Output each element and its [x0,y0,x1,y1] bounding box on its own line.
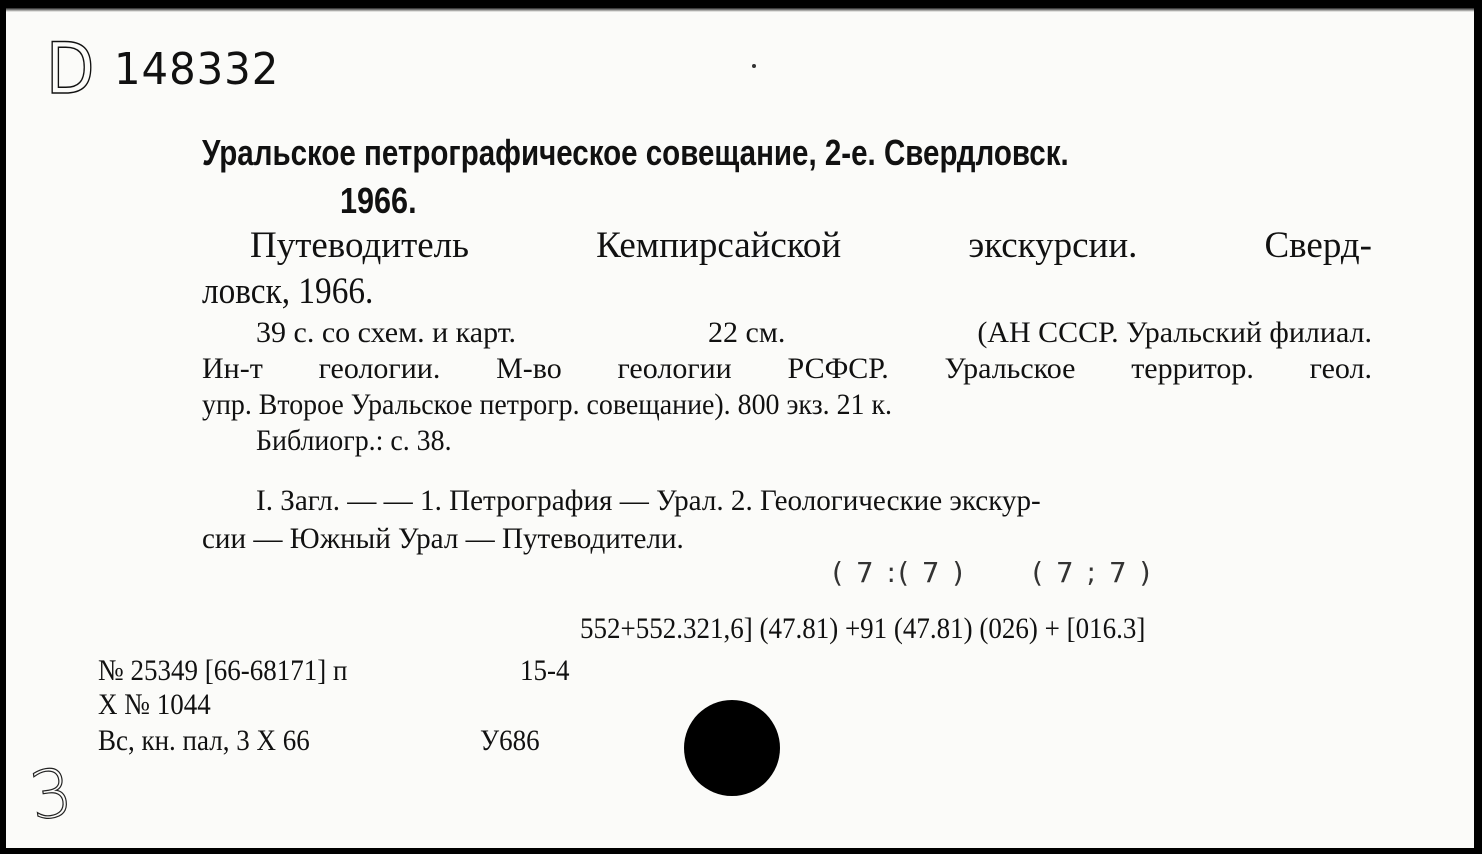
title-word: Сверд- [1264,225,1372,266]
description-line-2 [202,352,1372,386]
title-line-1 [250,224,1372,267]
record-x-number: Х № 1044 [98,688,211,721]
call-number-letter: D [46,28,95,110]
description-word: геологии. [318,352,441,385]
subjects-line-2: сии — Южный Урал — Путеводители. [202,522,684,555]
description-word: Ин-т [202,352,263,385]
scan-shadow [6,8,1474,12]
description-part: 22 см. [708,316,786,349]
description-word: Уральское [944,352,1076,385]
title-word: Путеводитель [250,225,470,266]
bibliography-note: Библиогр.: с. 38. [256,424,452,457]
description-word: РСФСР. [787,352,889,385]
corner-number: 3 [24,753,78,836]
heading-line-2: 1966. [340,180,417,221]
heading-line-1: Уральское петрографическое совещание, 2-е. Свердловск. [202,132,1069,173]
description-line-1 [256,316,1372,350]
record-index: У686 [480,724,540,757]
record-code: 15-4 [520,654,570,687]
punched-hole [684,700,780,796]
classification-code: 552+552.321,6] (47.81) +91 (47.81) (026) + [016.3] [580,612,1146,645]
title-word: экскурсии. [968,225,1138,266]
title-line-2: ловск, 1966. [202,271,374,312]
description-part: (АН СССР. Уральский филиал. [977,316,1372,349]
description-word: М-во [496,352,562,385]
subjects-line-1: I. Загл. — — 1. Петрография — Урал. 2. Геологические экскур- [256,484,1041,517]
speck [752,64,756,68]
description-word: геол. [1309,352,1372,385]
description-word: геологии [617,352,732,385]
call-number: 148332 [114,44,280,95]
record-chamber-info: Вс, кн. пал, 3 Х 66 [98,724,310,757]
handwritten-note: ( 7 ; 7 ) [1032,556,1153,589]
description-part: 39 с. со схем. и карт. [256,316,517,349]
catalog-card [6,8,1474,848]
description-line-3: упр. Второе Уральское петрогр. совещание). 800 экз. 21 к. [202,388,893,421]
title-word: Кемпирсайской [596,225,842,266]
record-number: № 25349 [66-68171] п [98,654,348,687]
handwritten-note: ( 7 :( 7 ) [832,556,966,589]
description-word: территор. [1131,352,1254,385]
